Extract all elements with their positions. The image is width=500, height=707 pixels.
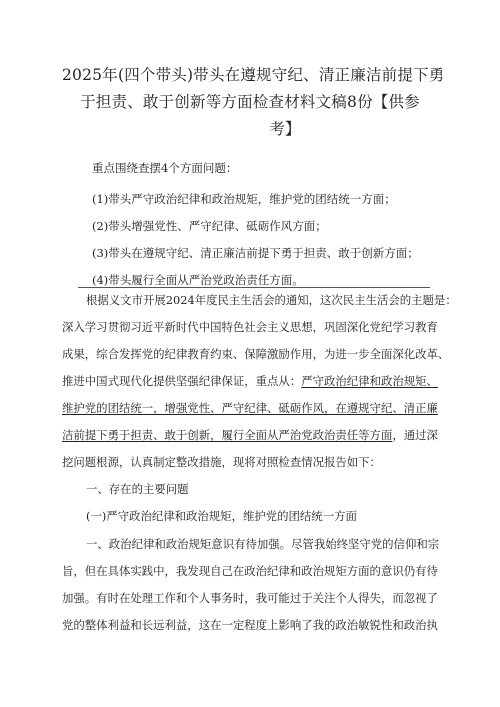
- paragraph-text: ，通过深: [392, 428, 438, 442]
- paragraph-line: 成果，综合发挥党的纪律教育约束、保障激励作用，为进一步全面深化改革、: [62, 347, 450, 361]
- divider: [78, 287, 430, 288]
- paragraph-line: 挖问题根源，认真制定整改措施，现将对照检查情况报告如下：: [62, 455, 381, 469]
- paragraph-line: 加强。有时在处理工作和个人事务时，我可能过于关注个人得失，而忽视了: [62, 591, 438, 605]
- summary-item: (3)带头在遵规守纪、清正廉洁前提下勇于担责、敢于创新方面；: [92, 246, 419, 260]
- paragraph-line: 深入学习贯彻习近平新时代中国特色社会主义思想，巩固深化党纪学习教育: [62, 320, 438, 334]
- paragraph-text: 推进中国式现代化提供坚强纪律保证，重点从：: [62, 374, 302, 388]
- title-line: 2025年(四个带头)带头在遵规守纪、清正廉洁前提下勇: [62, 66, 445, 84]
- title-line: 于担责、敢于创新等方面检查材料文稿8份【供参: [80, 93, 420, 111]
- summary-intro: 重点围绕查摆4个方面问题：: [92, 161, 238, 175]
- paragraph-line: [62, 400, 438, 416]
- paragraph-line: [62, 427, 438, 443]
- document-title: [62, 62, 445, 143]
- underlined-text: 维护党的团结统一，增强党性、严守纪律、砥砺作风，在遵规守纪、清正廉: [62, 401, 438, 415]
- paragraph-line: 一、政治纪律和政治规矩意识有待加强。尽管我始终坚守党的信仰和宗: [86, 537, 440, 551]
- summary-item: (4)带头履行全面从严治党政治责任方面。: [92, 273, 304, 287]
- paragraph-line: 党的整体利益和长远利益，这在一定程度上影响了我的政治敏锐性和政治执: [62, 618, 438, 632]
- underlined-text: 洁前提下勇于担责、敢于创新，履行全面从严治党政治责任等方面: [62, 428, 393, 442]
- title-line: 考】: [269, 120, 301, 138]
- paragraph-line: 旨，但在具体实践中，我发现自己在政治纪律和政治规矩方面的意识仍有待: [62, 564, 438, 578]
- summary-item: (1)带头严守政治纪律和政治规矩，维护党的团结统一方面；: [92, 192, 396, 206]
- paragraph-line: [62, 373, 438, 389]
- subsection-heading: (一)严守政治纪律和政治规矩，维护党的团结统一方面: [86, 509, 357, 523]
- section-heading: 一、存在的主要问题: [86, 482, 189, 496]
- paragraph-line: 根据义文市开展2024年度民主生活会的通知，这次民主生活会的主题是：: [86, 293, 457, 307]
- underlined-text: 严守政治纪律和政治规矩、: [301, 374, 438, 388]
- summary-item: (2)带头增强党性、严守纪律、砥砺作风方面；: [92, 219, 327, 233]
